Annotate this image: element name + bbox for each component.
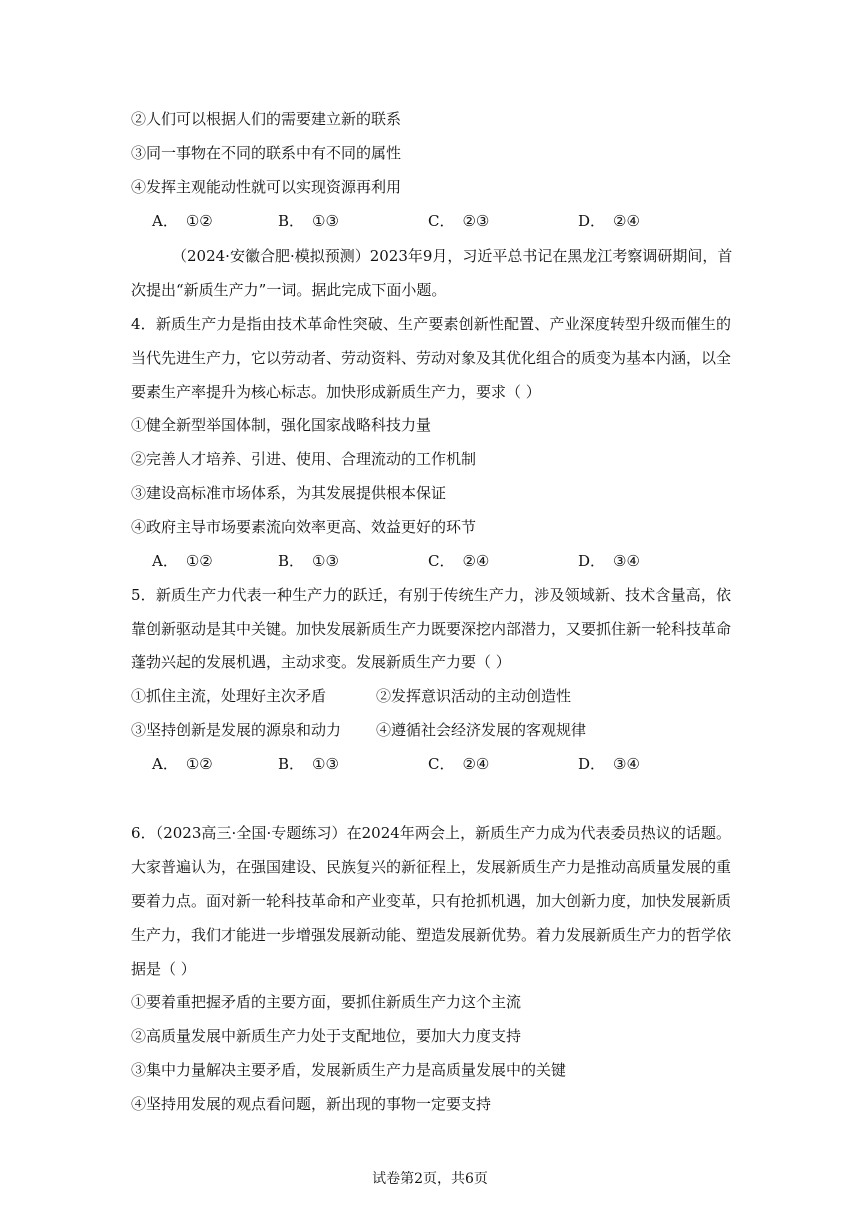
q3-option-b[interactable]: B． ①③ [278, 212, 339, 230]
q5-items-row-2 [131, 719, 731, 741]
q5-item-4: ④遵循社会经济发展的客观规律 [376, 721, 587, 739]
intro-line-1: （2024·安徽合肥·模拟预测）2023年9月，习近平总书记在黑龙江考察调研期间，首 [172, 247, 733, 265]
q3-item-4: ④发挥主观能动性就可以实现资源再利用 [131, 178, 402, 196]
q5-option-d[interactable]: D． ③④ [578, 755, 640, 773]
q4-options [152, 550, 752, 572]
q6-stem-4: 生产力，我们才能进一步增强发展新动能、塑造发展新优势。着力发展新质生产力的哲学依 [131, 926, 732, 944]
q4-option-c[interactable]: C． ②④ [428, 552, 490, 570]
q5-item-3: ③坚持创新是发展的源泉和动力 [131, 721, 342, 739]
intro-line-2: 次提出“新质生产力”一词。据此完成下面小题。 [131, 281, 447, 299]
q4-item-2: ②完善人才培养、引进、使用、合理流动的工作机制 [131, 450, 477, 468]
page-footer: 试卷第2页，共6页 [372, 1171, 488, 1187]
q6-stem-2: 大家普遍认为，在强国建设、民族复兴的新征程上，发展新质生产力是推动高质量发展的重 [131, 858, 732, 876]
q4-item-4: ④政府主导市场要素流向效率更高、效益更好的环节 [131, 518, 477, 536]
q6-stem-5: 据是（ ） [131, 960, 196, 978]
q4-item-1: ①健全新型举国体制，强化国家战略科技力量 [131, 416, 432, 434]
q6-item-3: ③集中力量解决主要矛盾，发展新质生产力是高质量发展中的关键 [131, 1061, 567, 1079]
q6-item-4: ④坚持用发展的观点看问题，新出现的事物一定要支持 [131, 1095, 492, 1113]
q4-option-b[interactable]: B． ①③ [278, 552, 339, 570]
q5-items-row-1 [131, 685, 731, 707]
q5-option-a[interactable]: A． ①② [152, 755, 213, 773]
q5-option-c[interactable]: C． ②④ [428, 755, 490, 773]
q4-stem-3: 要素生产率提升为核心标志。加快形成新质生产力，要求（ ） [131, 383, 541, 401]
q3-item-3: ③同一事物在不同的联系中有不同的属性 [131, 144, 402, 162]
q3-option-a[interactable]: A． ①② [152, 212, 213, 230]
q4-stem-1: 4．新质生产力是指由技术革命性突破、生产要素创新性配置、产业深度转型升级而催生的 [131, 315, 731, 333]
q4-item-3: ③建设高标准市场体系，为其发展提供根本保证 [131, 484, 447, 502]
q5-item-1: ①抓住主流，处理好主次矛盾 [131, 687, 327, 705]
q5-stem-2: 靠创新驱动是其中关键。加快发展新质生产力既要深挖内部潜力，又要抓住新一轮科技革命 [131, 620, 732, 638]
q3-option-c[interactable]: C． ②③ [428, 212, 490, 230]
q4-option-d[interactable]: D． ③④ [578, 552, 640, 570]
q5-stem-3: 蓬勃兴起的发展机遇，主动求变。发展新质生产力要（ ） [131, 653, 511, 671]
q5-options [152, 753, 752, 775]
q3-item-2: ②人们可以根据人们的需要建立新的联系 [131, 110, 402, 128]
q6-stem-3: 要着力点。面对新一轮科技革命和产业变革，只有抢抓机遇，加大创新力度，加快发展新质 [131, 892, 732, 910]
q6-item-2: ②高质量发展中新质生产力处于支配地位，要加大力度支持 [131, 1027, 522, 1045]
q3-option-d[interactable]: D． ②④ [578, 212, 640, 230]
q5-stem-1: 5．新质生产力代表一种生产力的跃迁，有别于传统生产力，涉及领域新、技术含量高，依 [131, 586, 731, 604]
q3-options [152, 210, 752, 232]
q6-stem-1: 6．（2023高三·全国·专题练习）在2024年两会上，新质生产力成为代表委员热议的话题。 [131, 824, 731, 842]
q6-item-1: ①要着重把握矛盾的主要方面，要抓住新质生产力这个主流 [131, 993, 522, 1011]
q5-item-2: ②发挥意识活动的主动创造性 [376, 687, 572, 705]
q4-stem-2: 当代先进生产力，它以劳动者、劳动资料、劳动对象及其优化组合的质变为基本内涵，以全 [131, 349, 732, 367]
q4-option-a[interactable]: A． ①② [152, 552, 213, 570]
q5-option-b[interactable]: B． ①③ [278, 755, 339, 773]
